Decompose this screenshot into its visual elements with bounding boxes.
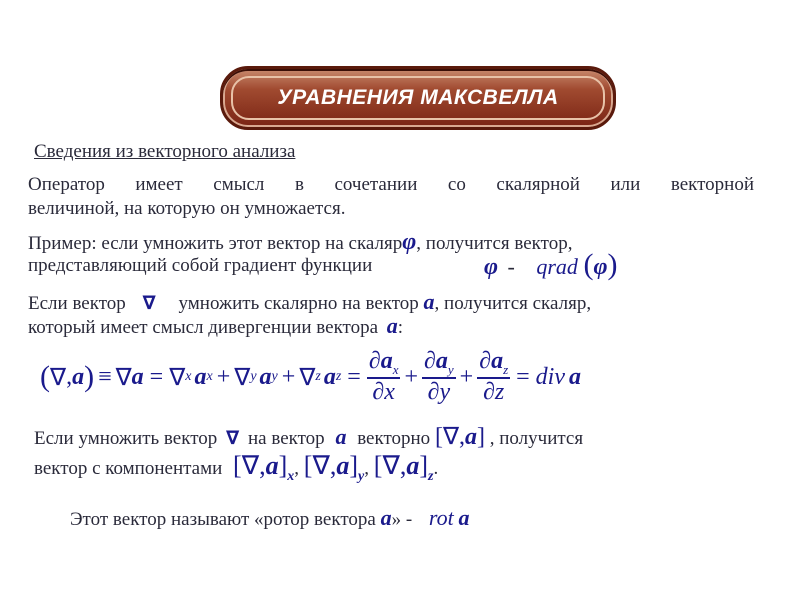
vector-a-rotor: a bbox=[380, 505, 392, 530]
identical-sign: ≡ bbox=[98, 363, 112, 390]
vector-a-div: a bbox=[569, 363, 581, 390]
nabla-icon-f2: ∇ bbox=[115, 363, 132, 391]
paragraph-operator bbox=[28, 173, 754, 221]
sub-y-2: y bbox=[271, 369, 278, 384]
paragraph-rot-line1 bbox=[34, 424, 583, 451]
div-operator: div bbox=[535, 363, 565, 390]
component-z: $[\nabla,a]_z$ bbox=[373, 451, 434, 485]
dash-symbol: - bbox=[507, 254, 515, 279]
rot-text-c: векторно bbox=[357, 428, 431, 449]
paragraph-operator-line2: величиной, на которую он умножается. bbox=[28, 198, 346, 219]
div-text-c: , получится скаляр, bbox=[434, 293, 592, 314]
vector-a-2: a bbox=[386, 313, 398, 338]
grad-paren-open: ( bbox=[583, 248, 594, 281]
sub-x: x bbox=[185, 369, 192, 384]
example-text-b: , получится вектор, bbox=[416, 233, 573, 254]
title-banner bbox=[220, 66, 616, 130]
sub-y: y bbox=[250, 369, 257, 384]
fraction-dy: $\frac{\partial a_y}{\partial y}$ bbox=[424, 347, 454, 406]
paragraph-rot-line2: вектор с компонентами $[\nabla,a]_x$, $[\nabla,a]_y$, $[\nabla,a]_z$. bbox=[34, 451, 439, 485]
sub-z-2: z bbox=[335, 369, 342, 384]
vector-a-f1: a bbox=[72, 363, 85, 390]
section-subheading: Сведения из векторного анализа bbox=[34, 141, 296, 162]
colon: : bbox=[397, 317, 404, 338]
vector-a-x: a bbox=[194, 363, 207, 390]
page-title: УРАВНЕНИЯ МАКСВЕЛЛА bbox=[277, 86, 559, 109]
plus-2: + bbox=[281, 363, 296, 390]
phi-symbol: φ bbox=[402, 229, 417, 255]
nabla-icon-x: ∇ bbox=[169, 363, 186, 391]
rot-text-b: на вектор bbox=[248, 428, 325, 449]
cross-product: [∇,a] bbox=[434, 422, 485, 450]
equals-sign-1: = bbox=[149, 363, 164, 390]
paragraph-example-line2 bbox=[28, 254, 372, 278]
vector-a-rot: a bbox=[335, 424, 347, 449]
sub-z: z bbox=[315, 369, 321, 384]
equals-sign-3: = bbox=[516, 363, 530, 390]
vector-a-f2: a bbox=[131, 363, 144, 390]
sub-x-2: x bbox=[206, 369, 213, 384]
fraction-dz: $\frac{\partial a_z}{\partial z}$ bbox=[479, 347, 509, 406]
paren-close: ) bbox=[84, 360, 95, 393]
rot-operator: rot bbox=[428, 505, 454, 530]
nabla-icon-f1: ∇ bbox=[50, 363, 67, 391]
div-text-b: умножить скалярно на вектор bbox=[178, 293, 419, 314]
div-text-a: Если вектор bbox=[28, 293, 126, 314]
nabla-icon-y: ∇ bbox=[234, 363, 251, 391]
rotor-text-b: » - bbox=[391, 509, 413, 530]
component-x: $[\nabla,a]_x$ bbox=[233, 451, 295, 485]
phi-symbol-2: φ bbox=[484, 254, 499, 280]
rotor-text-a: Этот вектор называют «ротор вектора bbox=[70, 509, 376, 530]
div-text-d: который имеет смысл дивергенции вектора bbox=[28, 317, 379, 338]
nabla-icon-rot: ∇ bbox=[226, 427, 240, 449]
equals-sign-2: = bbox=[347, 363, 361, 390]
nabla-icon-z: ∇ bbox=[299, 363, 316, 391]
title-inner-frame bbox=[231, 76, 605, 120]
divergence-formula bbox=[40, 342, 581, 412]
fraction-dx: $\frac{\partial a_x}{\partial x}$ bbox=[368, 347, 399, 406]
paragraph-operator-line1: Оператор имеет смысл в сочетании со скалярной или векторной bbox=[28, 174, 754, 195]
nabla-icon: ∇ bbox=[142, 292, 156, 314]
paragraph-div-line1 bbox=[28, 290, 591, 316]
phi-symbol-3: φ bbox=[593, 254, 608, 280]
rot-text-d: , получится bbox=[489, 428, 584, 449]
paragraph-div-line2 bbox=[28, 314, 403, 340]
paren-open: ( bbox=[40, 360, 50, 393]
vector-a-y: a bbox=[259, 363, 272, 390]
paragraph-rotor bbox=[70, 506, 470, 532]
vector-a-z: a bbox=[323, 363, 336, 390]
plus-4: + bbox=[459, 363, 474, 390]
plus-3: + bbox=[404, 363, 419, 390]
comma: , bbox=[66, 363, 73, 390]
grad-operator: qrad bbox=[536, 254, 578, 279]
vector-a: a bbox=[423, 289, 435, 314]
component-y: $[\nabla,a]_y$ bbox=[303, 451, 365, 485]
grad-paren-close: ) bbox=[607, 248, 618, 281]
gradient-formula bbox=[484, 248, 617, 282]
rot-text-a: Если умножить вектор bbox=[34, 428, 218, 449]
plus-1: + bbox=[216, 363, 231, 390]
rot-text-components: вектор с компонентами bbox=[34, 458, 223, 479]
example-text-a: Пример: если умножить этот вектор на скаляр bbox=[28, 233, 403, 254]
vector-a-rot-final: a bbox=[458, 505, 470, 530]
example-text-gradient: представляющий собой градиент функции bbox=[28, 255, 373, 276]
